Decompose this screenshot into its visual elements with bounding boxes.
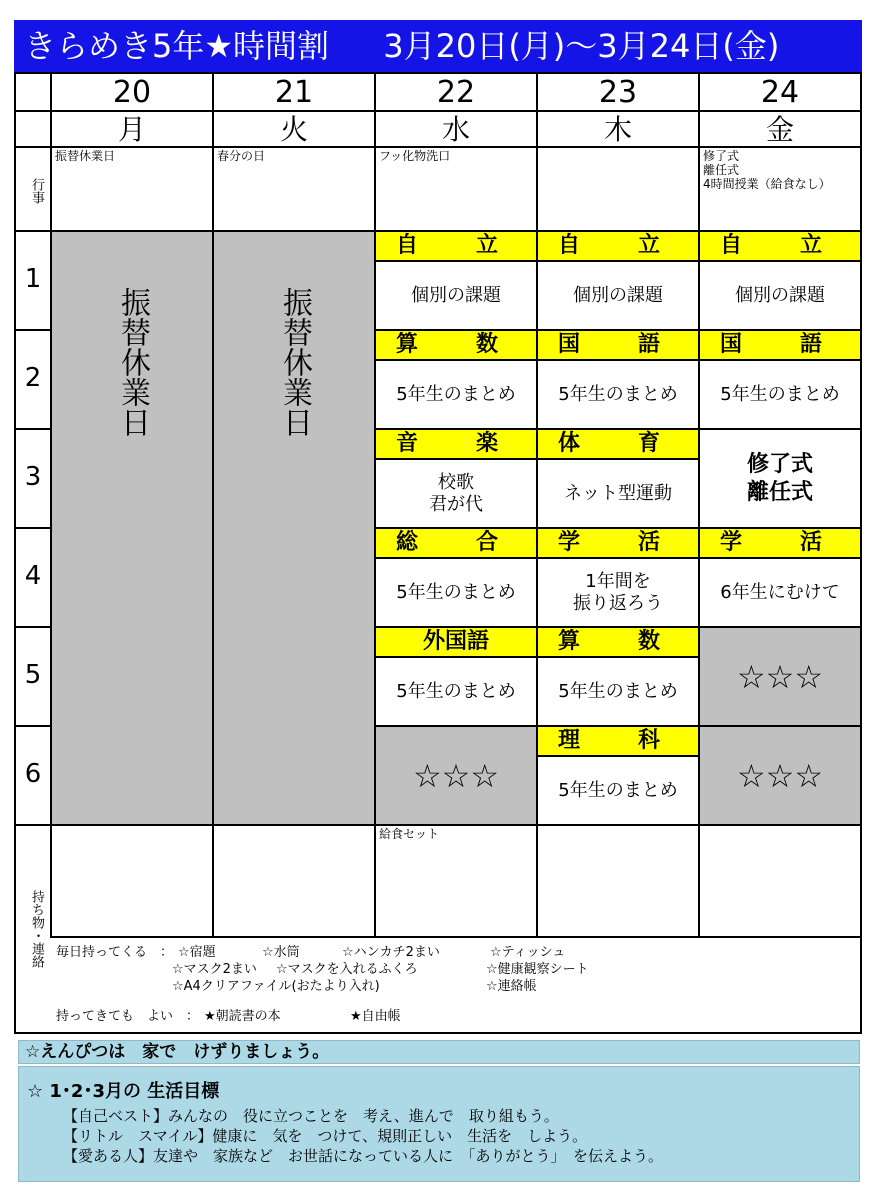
date-23: 23 xyxy=(598,75,638,110)
events-label: 行事 xyxy=(29,178,44,204)
thu-p3-content: ネット型運動 xyxy=(564,482,672,504)
bring-wed: 給食セット xyxy=(379,827,440,841)
wed-p3-subject: 音 楽 xyxy=(376,430,536,460)
wed-p5-content: 5年生のまとめ xyxy=(396,680,516,702)
thu-p5-subject: 算 数 xyxy=(538,628,698,658)
period-5: 5 xyxy=(24,660,42,690)
goal-line: 【愛ある人】友達や 家族など お世話になっている人に 「ありがとう」 を伝えよう。 xyxy=(63,1147,664,1165)
event-wed: フッ化物洗口 xyxy=(379,149,451,163)
daily-item: ☆連絡帳 xyxy=(486,979,537,994)
thu-p4-content: 1年間を 振り返ろう xyxy=(573,570,663,614)
fri-p4-content: 6年生にむけて xyxy=(720,581,840,603)
period-2: 2 xyxy=(24,363,42,393)
fri-p2-subject: 国 語 xyxy=(700,331,860,361)
fri-p5-stars: ☆☆☆ xyxy=(700,628,860,725)
wed-p3-content: 校歌 君が代 xyxy=(429,471,483,515)
event-fri: 修了式 離任式 4時間授業（給食なし） xyxy=(703,149,831,191)
thu-p6-subject: 理 科 xyxy=(538,727,698,757)
daily-item: ☆健康観察シート xyxy=(486,962,589,977)
wed-p5-subject: 外国語 xyxy=(376,628,536,658)
holiday-tue xyxy=(214,232,374,824)
thu-p2-content: 5年生のまとめ xyxy=(558,383,678,405)
fri-p2-content: 5年生のまとめ xyxy=(720,383,840,405)
good-label: 持ってきても よい ： xyxy=(56,1009,200,1024)
date-21: 21 xyxy=(274,75,314,110)
date-20: 20 xyxy=(112,75,152,110)
wed-p4-content: 5年生のまとめ xyxy=(396,581,516,603)
title-bar xyxy=(14,20,862,72)
fri-p1-content: 個別の課題 xyxy=(735,284,825,306)
date-24: 24 xyxy=(760,75,800,110)
thu-p3-subject: 体 育 xyxy=(538,430,698,460)
thu-p1-subject: 自 立 xyxy=(538,232,698,262)
wed-p1-content: 個別の課題 xyxy=(411,284,501,306)
wed-p2-content: 5年生のまとめ xyxy=(396,383,516,405)
goals-title: ☆ 1･2･3月の 生活目標 xyxy=(27,1081,220,1102)
date-22: 22 xyxy=(436,75,476,110)
event-mon: 振替休業日 xyxy=(55,149,116,163)
period-6: 6 xyxy=(24,759,42,789)
holiday-mon-text: 振替休業日 xyxy=(115,287,150,437)
page-title: きらめき5年★時間割 xyxy=(24,27,330,65)
bring-label: 持ち物・連絡 xyxy=(29,890,44,968)
thu-p6-content: 5年生のまとめ xyxy=(558,779,678,801)
holiday-tue-text: 振替休業日 xyxy=(277,287,312,437)
fri-p1-subject: 自 立 xyxy=(700,232,860,262)
wed-p4-subject: 総 合 xyxy=(376,529,536,559)
daily-item: ☆マスクを入れるふくろ xyxy=(276,962,418,977)
timetable xyxy=(14,72,862,1034)
daily-item: ☆ティッシュ xyxy=(490,945,566,960)
day-thu: 木 xyxy=(603,113,632,146)
thu-p4-subject: 学 活 xyxy=(538,529,698,559)
event-tue: 春分の日 xyxy=(217,149,266,163)
period-1: 1 xyxy=(24,264,42,294)
day-fri: 金 xyxy=(765,113,794,146)
day-wed: 水 xyxy=(441,113,470,146)
daily-item: ☆マスク2まい xyxy=(172,962,257,977)
good-item: ★朝読書の本 xyxy=(204,1009,281,1024)
pencil-note: ☆えんぴつは 家で けずりましょう。 xyxy=(18,1040,860,1064)
day-mon: 月 xyxy=(117,113,146,146)
good-item: ★自由帳 xyxy=(350,1009,401,1024)
thu-p5-content: 5年生のまとめ xyxy=(558,680,678,702)
period-3: 3 xyxy=(24,462,42,492)
daily-label: 毎日持ってくる ： xyxy=(56,945,174,960)
day-tue: 火 xyxy=(279,113,308,146)
daily-item: ☆水筒 xyxy=(262,945,300,960)
wed-p1-subject: 自 立 xyxy=(376,232,536,262)
daily-item: ☆ハンカチ2まい xyxy=(342,945,440,960)
fri-p4-subject: 学 活 xyxy=(700,529,860,559)
fri-p3-content: 修了式 離任式 xyxy=(746,451,813,505)
thu-p2-subject: 国 語 xyxy=(538,331,698,361)
daily-item: ☆A4クリアファイル(おたより入れ) xyxy=(172,979,380,994)
wed-p6-stars: ☆☆☆ xyxy=(376,727,536,824)
goal-line: 【リトル スマイル】健康に 気を つけて、規則正しい 生活を しよう。 xyxy=(63,1127,588,1145)
thu-p1-content: 個別の課題 xyxy=(573,284,663,306)
life-goals xyxy=(18,1066,860,1182)
date-range: 3月20日(月)～3月24日(金) xyxy=(383,27,780,65)
daily-item: ☆宿題 xyxy=(178,945,216,960)
goal-line: 【自己ベスト】みんなの 役に立つことを 考え、進んで 取り組もう。 xyxy=(63,1107,559,1125)
fri-p6-stars: ☆☆☆ xyxy=(700,727,860,824)
event-thu xyxy=(538,148,698,230)
wed-p2-subject: 算 数 xyxy=(376,331,536,361)
period-4: 4 xyxy=(24,561,42,591)
holiday-mon xyxy=(52,232,212,824)
